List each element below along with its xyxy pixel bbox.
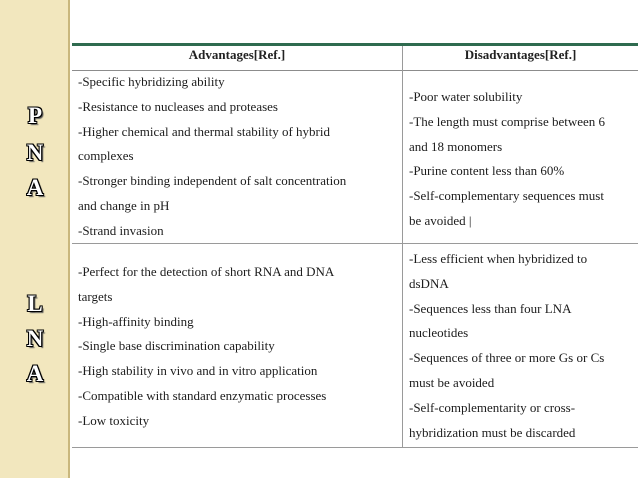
comparison-table [72,43,638,448]
lna-advantages-cell [78,260,398,434]
pna-advantage-line: and change in pH [78,197,170,213]
pna-advantage-line: -Higher chemical and thermal stability of hybrid [78,123,330,139]
lna-disadvantage-line: -Self-complementarity or cross- [409,399,576,415]
pna-advantage-line: -Resistance to nucleases and proteases [78,98,278,114]
pna-disadvantage-line: -Purine content less than 60% [409,163,565,179]
pna-disadvantage-line: -The length must comprise between 6 [409,113,606,129]
side-label-pna-letter: P [27,103,43,128]
lna-disadvantage-line: nucleotides [409,325,469,341]
lna-advantage-line: -Low toxicity [78,412,150,428]
header-disadvantages: Disadvantages[Ref.] [464,47,577,62]
lna-disadvantage-line: -Sequences of three or more Gs or Cs [409,350,605,366]
pna-disadvantages-cell [409,85,634,234]
lna-disadvantage-line: -Less efficient when hybridized to [409,251,588,266]
lna-advantage-line: -High stability in vivo and in vitro application [78,363,318,379]
lna-disadvantages-cell [409,247,634,445]
lna-advantage-line: -Compatible with standard enzymatic processes [78,387,327,403]
table-bottom-rule [72,447,638,448]
pna-advantage-line: -Strand invasion [78,222,164,238]
lna-advantage-line: -Perfect for the detection of short RNA and DNA [78,264,335,279]
pna-disadvantage-line: and 18 monomers [409,138,503,154]
lna-disadvantage-line: -Sequences less than four LNA [409,300,572,316]
side-label-pna-letter: A [26,175,44,200]
lna-disadvantage-line: must be avoided [409,374,495,390]
lna-advantage-line: -High-affinity binding [78,313,194,329]
column-divider [402,46,403,448]
side-label-lna-letter: A [26,361,44,386]
side-label-lna-letter: L [27,291,43,316]
pna-advantage-line: -Stronger binding independent of salt concentration [78,173,347,189]
side-band [0,0,70,478]
pna-advantage-line: -Specific hybridizing ability [78,74,225,89]
pna-disadvantage-line: -Poor water solubility [409,89,523,104]
side-label-pna-letter: N [26,140,44,165]
lna-disadvantage-line: hybridization must be discarded [409,424,576,440]
lna-advantage-line: targets [78,288,113,304]
header-advantages: Advantages[Ref.] [188,47,286,62]
pna-advantages-cell [78,70,398,244]
side-label-lna-letter: N [26,326,44,351]
pna-disadvantage-line: be avoided | [409,212,472,228]
pna-advantage-line: complexes [78,148,134,164]
lna-advantage-line: -Single base discrimination capability [78,338,275,354]
lna-disadvantage-line: dsDNA [409,275,449,291]
pna-disadvantage-line: -Self-complementary sequences must [409,188,604,204]
